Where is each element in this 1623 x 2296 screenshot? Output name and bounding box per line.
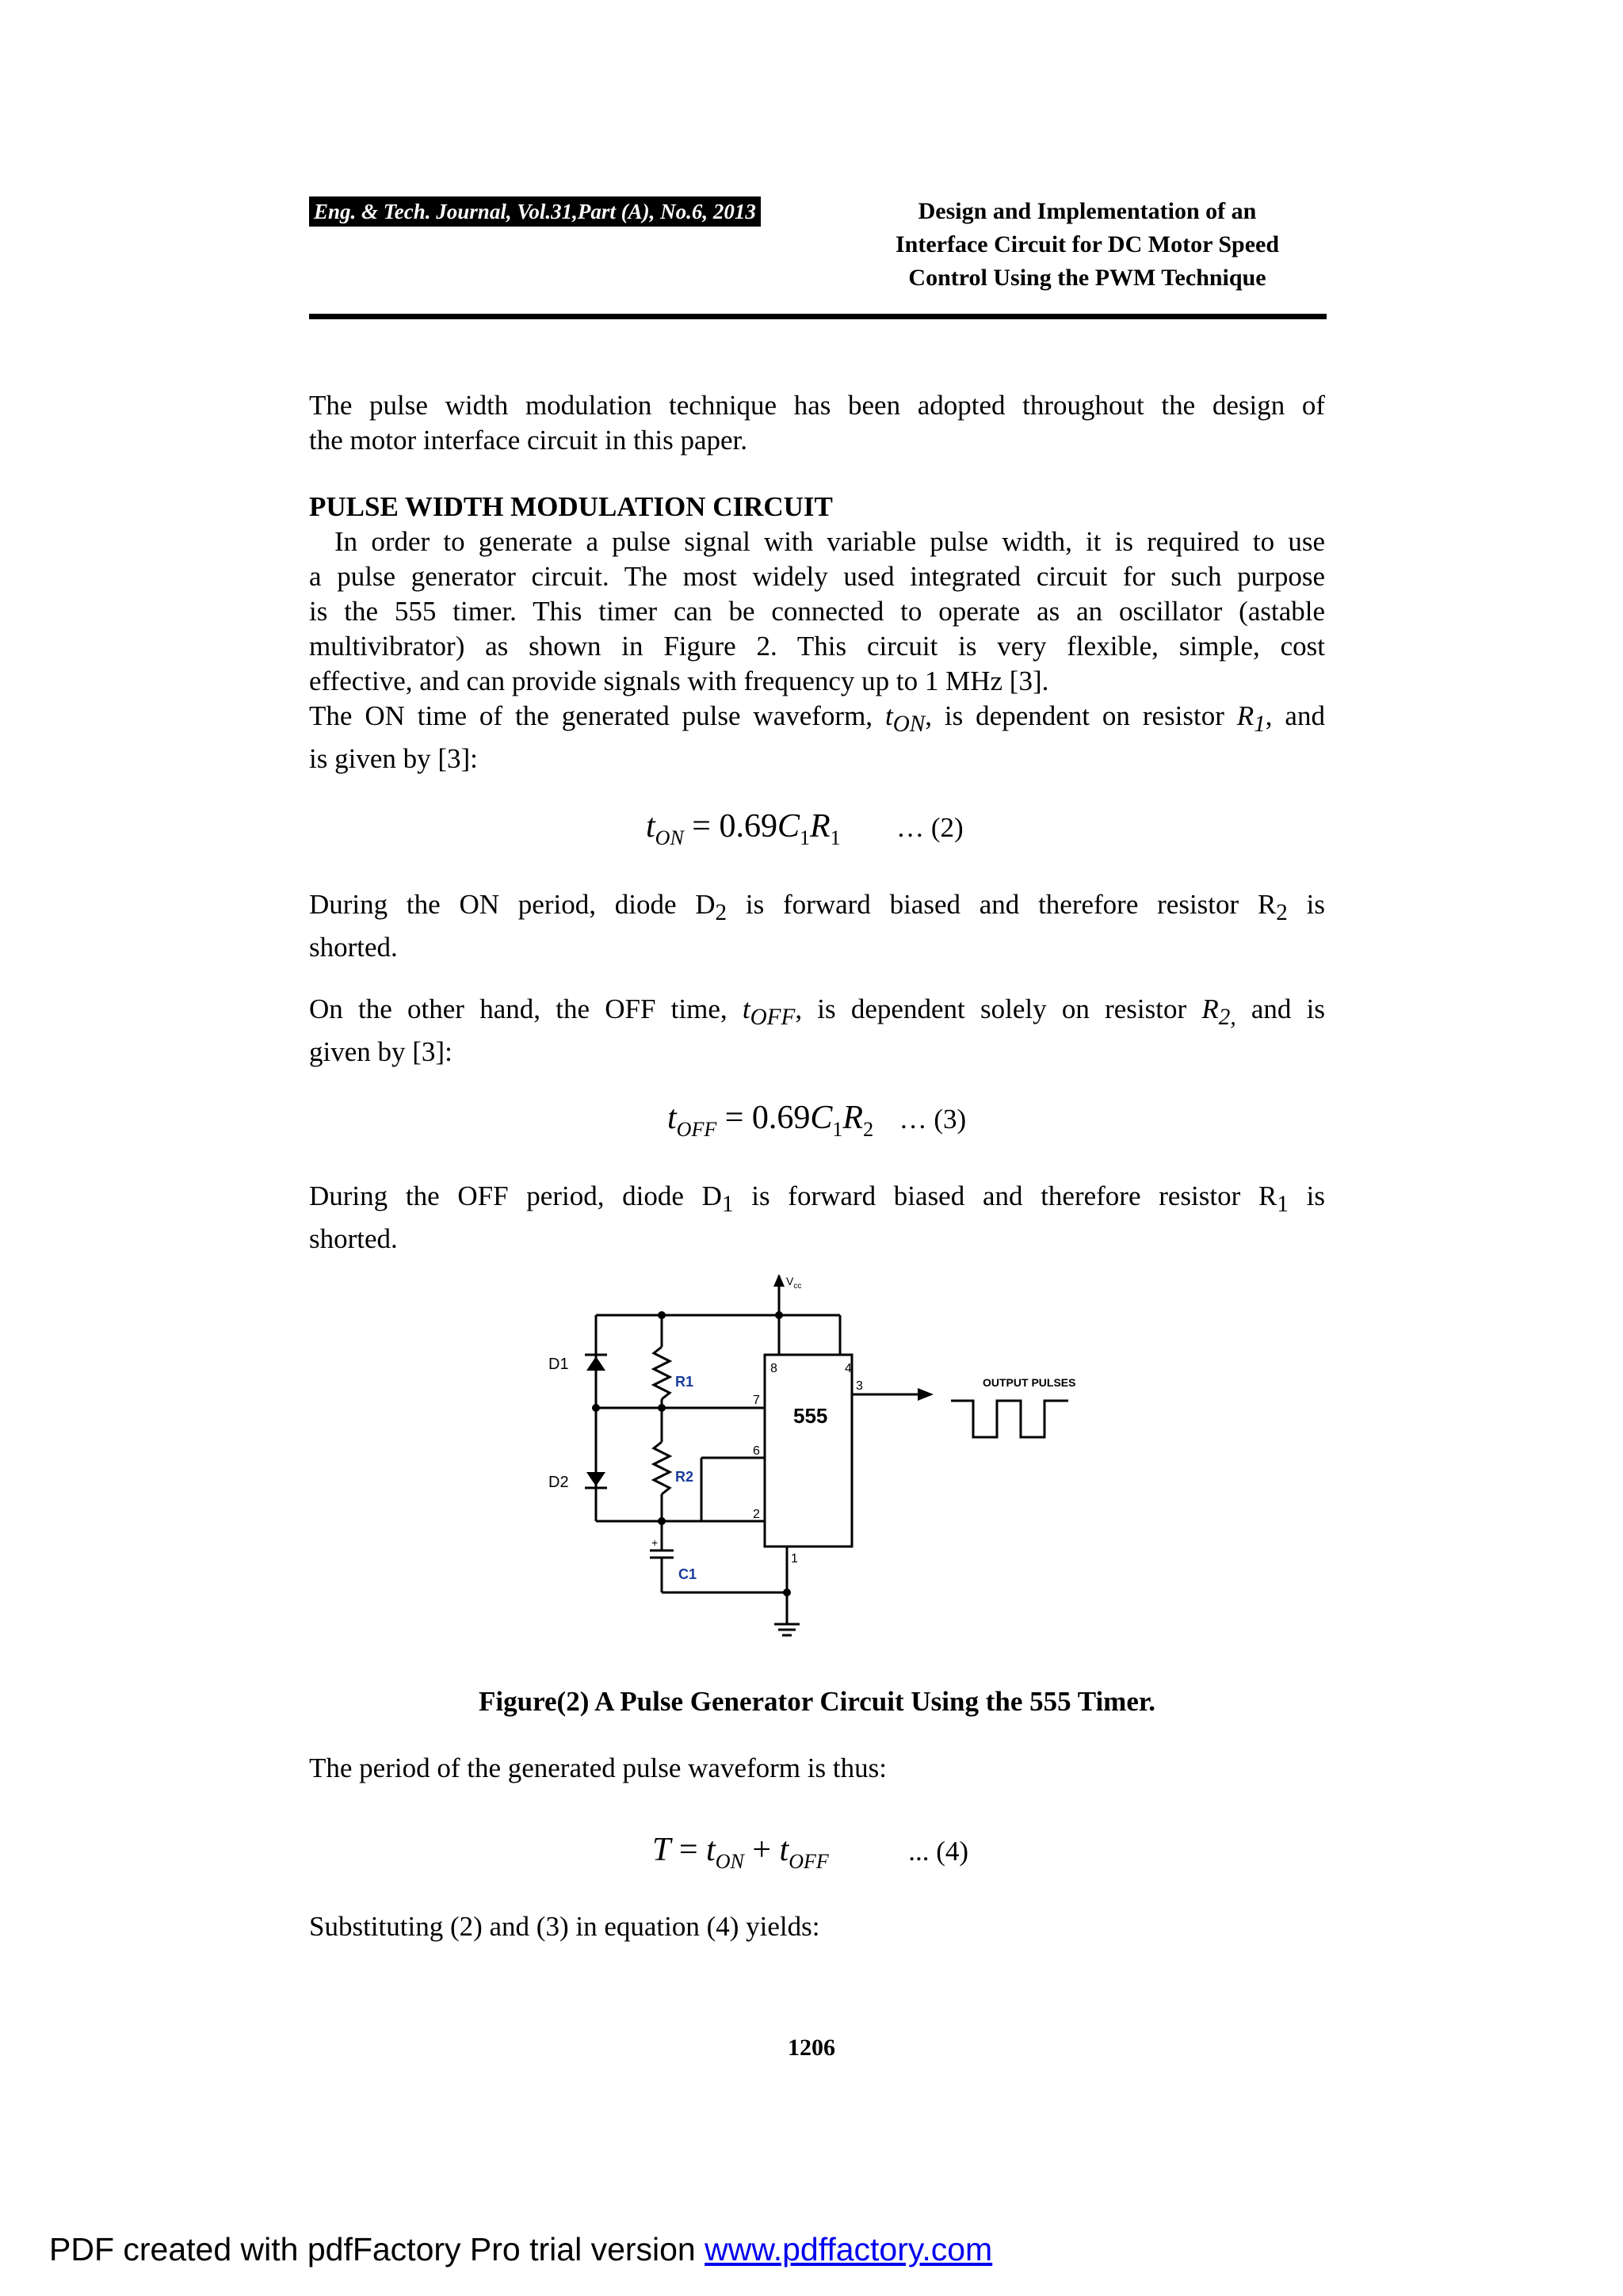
timer-555-chip: [765, 1355, 852, 1547]
junction-dot: [658, 1311, 666, 1319]
d2-diode-icon: [585, 1472, 607, 1488]
pin-number: 1: [791, 1552, 798, 1566]
pdf-footer: [49, 2231, 992, 2268]
d1-diode-icon: [585, 1355, 607, 1371]
equation-2: $t_{ON} = 0.69C_1R_1$ … (2): [646, 808, 964, 849]
c1-label: C1: [678, 1566, 697, 1582]
pin-number: 8: [770, 1362, 777, 1375]
running-title-line: Control Using the PWM Technique: [908, 265, 1266, 291]
junction-dot: [658, 1404, 666, 1412]
pin-number: 3: [856, 1379, 863, 1393]
journal-header: Eng. & Tech. Journal, Vol.31,Part (A), No.6, 2013: [309, 196, 761, 227]
pin-number: 4: [845, 1362, 852, 1375]
paragraph-intro: [309, 388, 1325, 458]
paragraph-period: [309, 1751, 1325, 1786]
pin-number: 6: [753, 1444, 760, 1458]
vcc-arrow: [773, 1274, 785, 1287]
page-number: 1206: [788, 2035, 835, 2061]
text-line: a pulse generator circuit. The most widely used integrated circuit for such purpose: [309, 561, 1325, 592]
output-arrow: [918, 1388, 934, 1401]
r1-label: R1: [675, 1374, 694, 1390]
svg-text:+: +: [651, 1536, 659, 1549]
equation-3: $t_{OFF} = 0.69C_1R_2$ … (3): [667, 1100, 967, 1141]
paragraph-555-timer: [309, 524, 1325, 699]
r2-resistor: [654, 1442, 670, 1494]
junction-dot: [775, 1311, 783, 1319]
pin-number: 7: [753, 1394, 760, 1407]
text-line: multivibrator) as shown in Figure 2. This circuit is very flexible, simple, cost: [309, 631, 1325, 662]
figure-caption: Figure(2) A Pulse Generator Circuit Using the 555 Timer.: [479, 1686, 1155, 1717]
text-line: The pulse width modulation technique has been adopted throughout the design of: [309, 390, 1325, 421]
paragraph-off-period: [309, 1179, 1325, 1257]
paragraph-off-time: [309, 992, 1325, 1070]
text-line: During the OFF period, diode $D_1$ is forward biased and therefore resistor $R_1$ is: [309, 1180, 1325, 1217]
running-title: [842, 195, 1333, 295]
text-line: On the other hand, the OFF time, $t_{OFF}$, is dependent solely on resistor $R_{2,}$ and is: [309, 994, 1325, 1030]
text-line: The period of the generated pulse waveform is thus:: [309, 1753, 887, 1783]
text-line: During the ON period, diode $D_2$ is forward biased and therefore resistor $R_2$ is: [309, 889, 1325, 925]
text-line: is given by [3]:: [309, 743, 478, 774]
header-rule: [309, 314, 1327, 319]
equation-4: $T = t_{ON} + t_{OFF}$ ... (4): [652, 1832, 969, 1873]
paragraph-on-time: [309, 699, 1325, 776]
text-line: shorted.: [309, 1223, 398, 1254]
running-title-line: Interface Circuit for DC Motor Speed: [895, 231, 1280, 257]
paragraph-substitution: [309, 1909, 1325, 1944]
running-title-line: Design and Implementation of an: [918, 198, 1257, 224]
text-line: The ON time of the generated pulse waveform, $t_{ON}$, is dependent on resistor $R_1$, and: [309, 700, 1325, 737]
output-pulses-waveform: [951, 1401, 1068, 1437]
r2-label: R2: [675, 1469, 694, 1485]
section-heading: PULSE WIDTH MODULATION CIRCUIT: [309, 491, 833, 522]
circuit-diagram-555: [539, 1268, 1141, 1664]
junction-dot: [783, 1589, 791, 1596]
junction-dot: [592, 1404, 600, 1412]
text-line: Substituting (2) and (3) in equation (4) yields:: [309, 1911, 820, 1942]
d2-label: D2: [548, 1474, 569, 1491]
text-line: In order to generate a pulse signal with variable pulse width, it is required to use: [334, 526, 1325, 557]
vcc-label: $V_{cc}$: [786, 1275, 802, 1291]
text-line: is the 555 timer. This timer can be connected to operate as an oscillator (astable: [309, 596, 1325, 627]
chip-label: 555: [793, 1404, 828, 1428]
footer-link[interactable]: www.pdffactory.com: [705, 2231, 993, 2267]
r1-resistor: [654, 1347, 670, 1399]
junction-dot: [658, 1517, 666, 1525]
output-pulses-label: OUTPUT PULSES: [983, 1376, 1076, 1389]
pin-number: 2: [753, 1508, 760, 1521]
text-line: effective, and can provide signals with frequency up to 1 MHz [3].: [309, 666, 1049, 696]
text-line: the motor interface circuit in this paper.: [309, 425, 747, 456]
d1-label: D1: [548, 1356, 569, 1373]
text-line: shorted.: [309, 932, 398, 963]
paragraph-on-period: [309, 887, 1325, 965]
text-line: given by [3]:: [309, 1036, 453, 1067]
footer-text: PDF created with pdfFactory Pro trial version: [49, 2231, 705, 2267]
